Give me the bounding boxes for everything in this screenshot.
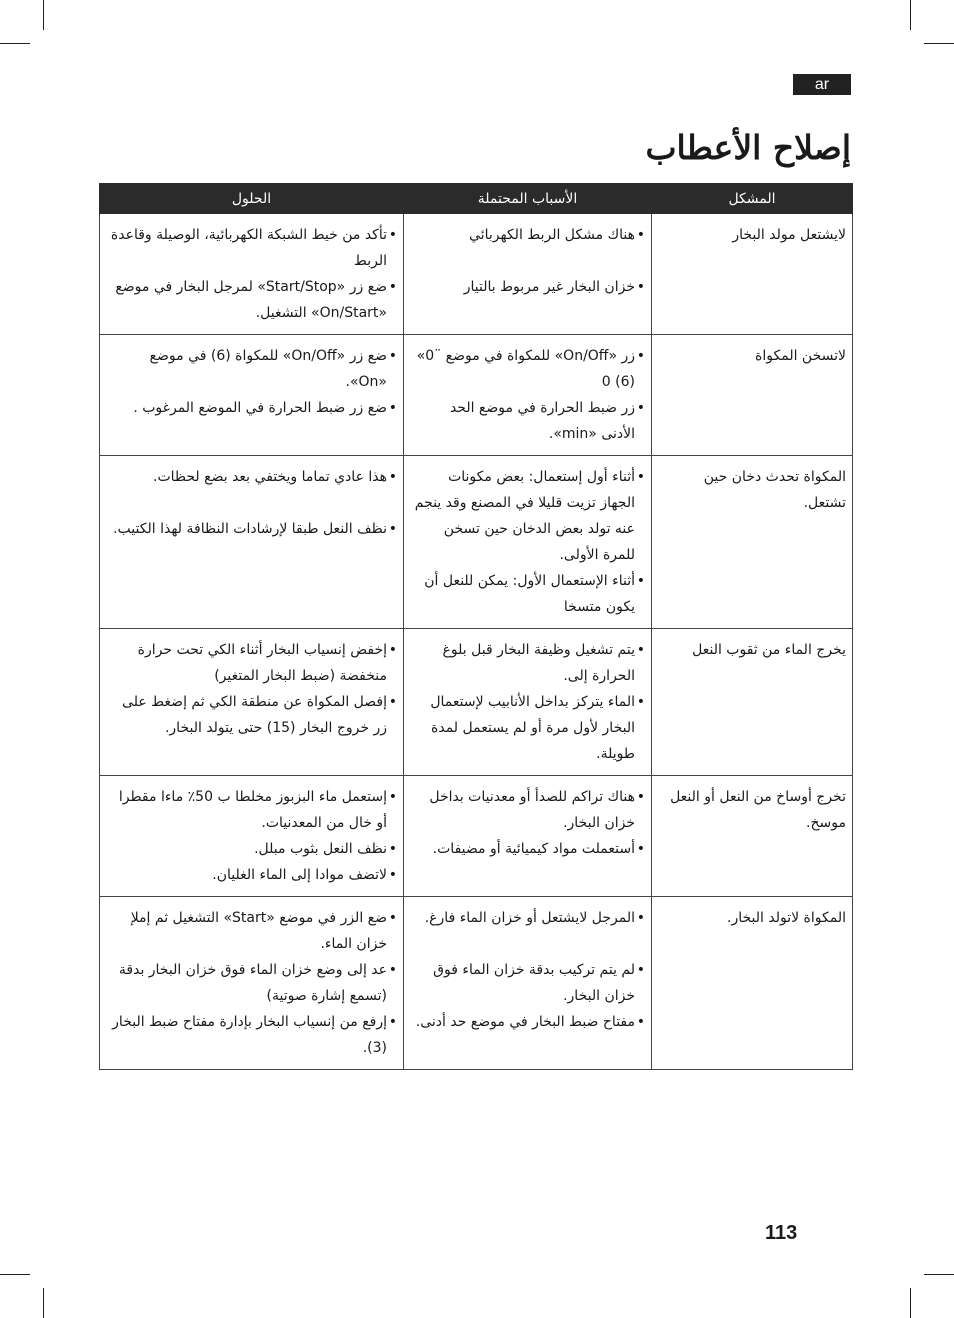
table-row	[100, 456, 853, 629]
solution-cell	[100, 335, 404, 456]
solution-item: • إخفض إنسياب البخار أثناء الكي تحت حرارة منخفضة (ضبط البخار المتغير)	[108, 637, 397, 689]
cause-list	[412, 464, 645, 620]
problem-cell: يخرج الماء من ثقوب النعل	[652, 629, 853, 776]
table-body	[100, 214, 853, 1070]
troubleshooting-table	[99, 183, 853, 1070]
solution-cell	[100, 214, 404, 335]
cause-item: • لم يتم تركيب بدقة خزان الماء فوق خزان البخار.	[412, 957, 645, 1009]
cause-item: • زر «On/Off» للمكواة في موضع ¨0» (6) 0	[412, 343, 645, 395]
solution-cell	[100, 776, 404, 897]
table-row	[100, 897, 853, 1070]
cause-cell	[404, 629, 652, 776]
crop-mark	[43, 1288, 44, 1318]
solution-list	[108, 905, 397, 1061]
cause-list	[412, 222, 645, 300]
cause-item: • أثناء أول إستعمال: بعض مكونات الجهاز تزيت قليلا في المصنع وقد ينجم عنه تولد بعض الدخان حين تسخن للمرة الأولى.	[412, 464, 645, 568]
cause-list	[412, 637, 645, 767]
cause-cell	[404, 214, 652, 335]
crop-mark	[910, 1288, 911, 1318]
cause-item: • هناك مشكل الربط الكهربائي	[412, 222, 645, 248]
solution-list	[108, 343, 397, 421]
table-row	[100, 214, 853, 335]
cause-item: • أثناء الإستعمال الأول: يمكن للنعل أن يكون متسخا	[412, 568, 645, 620]
problem-cell: لاتسخن المكواة	[652, 335, 853, 456]
cause-cell	[404, 776, 652, 897]
solution-list	[108, 637, 397, 741]
header-problem: المشكل	[652, 184, 853, 214]
cause-list	[412, 343, 645, 447]
solution-cell	[100, 897, 404, 1070]
cause-item: • زر ضبط الحرارة في موضع الحد الأدنى «min».	[412, 395, 645, 447]
cause-cell	[404, 897, 652, 1070]
table-row	[100, 629, 853, 776]
problem-cell: المكواة تحدث دخان حين تشتعل.	[652, 456, 853, 629]
solution-item: • لاتضف موادا إلى الماء الغليان.	[108, 862, 397, 888]
solution-item: • نظف النعل بثوب مبلل.	[108, 836, 397, 862]
language-badge: ar	[793, 74, 851, 95]
solution-cell	[100, 456, 404, 629]
solution-cell	[100, 629, 404, 776]
problem-cell: لايشتعل مولد البخار	[652, 214, 853, 335]
solution-list	[108, 464, 397, 542]
solution-item: • إستعمل ماء البزبوز مخلطا ب 50٪ ماءا مقطرا أو خال من المعدنيات.	[108, 784, 397, 836]
header-cause: الأسباب المحتملة	[404, 184, 652, 214]
cause-list	[412, 784, 645, 862]
cause-item: • المرجل لايشتعل أو خزان الماء فارغ.	[412, 905, 645, 931]
cause-cell	[404, 335, 652, 456]
crop-mark	[43, 0, 44, 30]
crop-mark	[0, 43, 30, 44]
cause-cell	[404, 456, 652, 629]
solution-item: • ضع زر ضبط الحرارة في الموضع المرغوب .	[108, 395, 397, 421]
solution-item: • ضع زر «On/Off» للمكواة (6) في موضع «On».	[108, 343, 397, 395]
crop-mark	[0, 1274, 30, 1275]
page-title: إصلاح الأعطاب	[645, 128, 851, 167]
solution-list	[108, 784, 397, 888]
crop-mark	[924, 1274, 954, 1275]
cause-list	[412, 905, 645, 1035]
solution-list	[108, 222, 397, 326]
page-number: 113	[765, 1222, 798, 1244]
cause-item: • الماء يتركز بداخل الأنابيب لإستعمال البخار لأول مرة أو لم يستعمل لمدة طويلة.	[412, 689, 645, 767]
solution-item: • ضع زر «Start/Stop» لمرجل البخار في موضع «On/Start» التشغيل.	[108, 274, 397, 326]
cause-item: • مفتاح ضبط البخار في موضع حد أدنى.	[412, 1009, 645, 1035]
solution-item: • إرفع من إنسياب البخار بإدارة مفتاح ضبط البخار (3).	[108, 1009, 397, 1061]
problem-cell: المكواة لاتولد البخار.	[652, 897, 853, 1070]
solution-item: • إفصل المكواة عن منطقة الكي ثم إضغط على زر خروج البخار (15) حتى يتولد البخار.	[108, 689, 397, 741]
cause-item: • هناك تراكم للصدأ أو معدنيات بداخل خزان البخار.	[412, 784, 645, 836]
crop-mark	[924, 43, 954, 44]
solution-item: • نظف النعل طبقا لإرشادات النظافة لهذا الكتيب.	[108, 516, 397, 542]
cause-item: • خزان البخار غير مربوط بالتيار	[412, 274, 645, 300]
table-row	[100, 335, 853, 456]
crop-mark	[910, 0, 911, 30]
solution-item: • هذا عادي تماما ويختفي بعد بضع لحظات.	[108, 464, 397, 490]
table-row	[100, 776, 853, 897]
solution-item: • ضع الزر في موضع «Start» التشغيل ثم إملإ خزان الماء.	[108, 905, 397, 957]
problem-cell: تخرج أوساخ من النعل أو النعل موسخ.	[652, 776, 853, 897]
cause-item: • يتم تشغيل وظيفة البخار قبل بلوغ الحرارة إلى.	[412, 637, 645, 689]
solution-item: • تأكد من خيط الشبكة الكهربائية، الوصيلة وقاعدة الربط	[108, 222, 397, 274]
table-header-row	[100, 184, 853, 214]
solution-item: • عد إلى وضع خزان الماء فوق خزان البخار بدقة (تسمع إشارة صوتية)	[108, 957, 397, 1009]
cause-item: • أستعملت مواد كيميائية أو مضيفات.	[412, 836, 645, 862]
header-solution: الحلول	[100, 184, 404, 214]
